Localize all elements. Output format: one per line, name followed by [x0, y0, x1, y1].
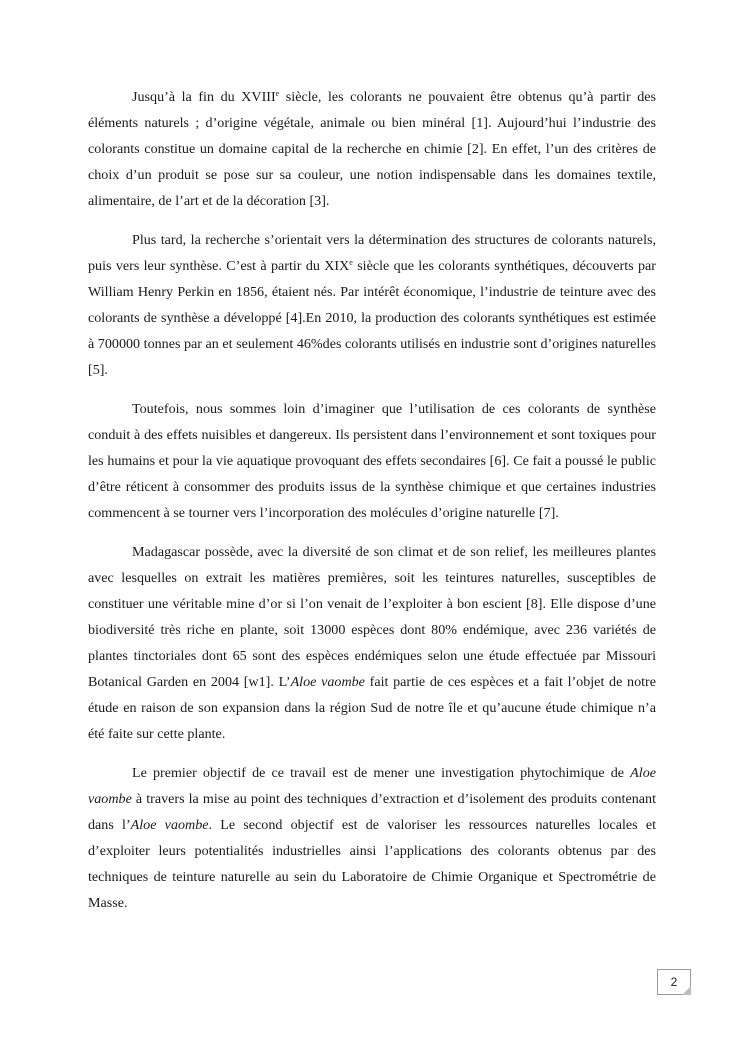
paragraph-5-text-b: à travers la mise au point des techniques d’extraction et d’isolement des produits contenant dans l’ — [88, 791, 656, 833]
paragraph-2 — [88, 227, 656, 383]
page-number: 2 — [657, 969, 691, 995]
paragraph-1 — [88, 84, 656, 214]
paragraph-3-text: Toutefois, nous sommes loin d’imaginer que l’utilisation de ces colorants de synthèse conduit à des effets nuisibles et dangereux. Ils persistent dans l’environnement et sont toxiques pour les humains et pour la vie aquatique provoquant des effets secondaires [6]. Ce fait a poussé le public d’être réticent à consommer des produits issus de la synthèse chimique et que certaines industries commencent à se tourner vers l’incorporation des molécules d’origine naturelle [7]. — [88, 401, 656, 521]
paragraph-4-text-b: fait partie de ces espèces et a fait l’objet de notre étude en raison de son expansion dans la région Sud de notre île et qu’aucune étude chimique n’a été faite sur cette plante. — [88, 674, 657, 742]
paragraph-2-text-a: Plus tard, la recherche s’orientait vers la détermination des structures de colorants naturels, puis vers leur synthèse. C’est à partir du XIX — [88, 232, 656, 274]
century-superscript: e — [275, 89, 280, 98]
species-name: Aloe vaombe — [130, 817, 209, 833]
paragraph-4-text-a: Madagascar possède, avec la diversité de son climat et de son relief, les meilleures plantes avec lesquelles on extrait les matières premières, soit les teintures naturelles, susceptibles de constituer une véritable mine d’or si l’on venait de l’exploiter à bon escient [8]. Elle dispose d’une biodiversité très riche en plante, soit 13000 espèces dont 80% endémique, avec 236 variétés de plantes tinctoriales dont 65 sont des espèces endémiques selon une étude effectuée par Missouri Botanical Garden en 2004 [w1]. L’ — [88, 544, 656, 690]
paragraph-4 — [88, 539, 656, 747]
species-name: Aloe vaombe — [88, 765, 656, 807]
paragraph-2-text-b: siècle que les colorants synthétiques, découverts par William Henry Perkin en 1856, étaient nés. Par intérêt économique, l’industrie de teinture avec des colorants de synthèse a développé [4].En 2010, la production des colorants synthétiques est estimée à 700000 tonnes par an et seulement 46%des colorants utilisés en industrie sont d’origines naturelles [5]. — [88, 258, 656, 378]
paragraph-5-text-c: . Le second objectif est de valoriser les ressources naturelles locales et d’exploiter leurs potentialités industrielles ainsi l’applications des colorants obtenus par des techniques de teinture naturelle au sein du Laboratoire de Chimie Organique et Spectrométrie de Masse. — [88, 817, 656, 911]
paragraph-5-text-a: Le premier objectif de ce travail est de mener une investigation phytochimique de — [132, 765, 631, 781]
century-superscript: e — [349, 258, 353, 267]
paragraph-1-text-b: siècle, les colorants ne pouvaient être obtenus qu’à partir des éléments naturels ; d’origine végétale, animale ou bien minéral [1]. Aujourd’hui l’industrie des colorants constitue un domaine capital de la recherche en chimie [2]. En effet, l’un des critères de choix d’un produit se pose sur sa couleur, une notion indispensable dans les domaines textile, alimentaire, de l’art et de la décoration [3]. — [88, 89, 656, 209]
paragraph-1-text-a: Jusqu’à la fin du XVIII — [132, 89, 276, 105]
paragraph-3 — [88, 396, 656, 526]
paragraph-5 — [88, 760, 656, 916]
species-name: Aloe vaombe — [290, 674, 365, 690]
document-body — [88, 84, 656, 929]
